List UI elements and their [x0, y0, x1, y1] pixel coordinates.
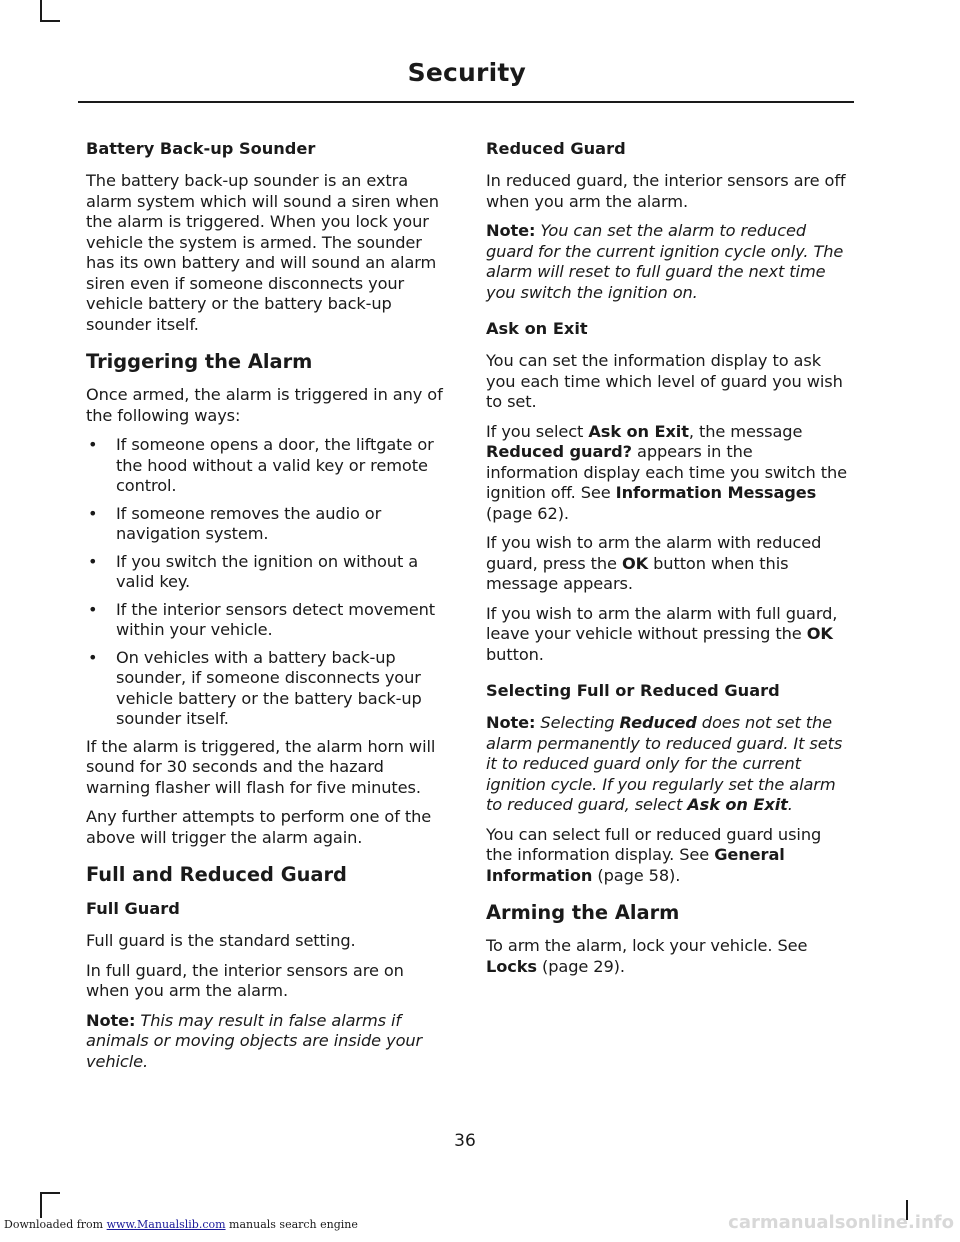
note-reduced-guard: Note: You can set the alarm to reduced guard for the current ignition cycle only. The alarm will reset to full guard the next time you switch the ignition on. — [486, 221, 844, 302]
heading-arming-the-alarm: Arming the Alarm — [486, 901, 680, 924]
note-selecting-reduced: Note: Selecting Reduced does not set the alarm permanently to reduced guard. It sets it to reduced guard only for the current ignition cycle. If you regularly set the alarm to reduced guard, select Ask on Exit. — [486, 713, 843, 814]
paragraph-alarm-triggered: If the alarm is triggered, the alarm horn will sound for 30 seconds and the hazard warning flasher will flash for five minutes. — [86, 736, 436, 797]
header-divider — [78, 101, 854, 103]
right-column — [486, 138, 849, 986]
heading-reduced-guard: Reduced Guard — [486, 139, 626, 158]
link-information-messages[interactable]: Information Messages — [615, 483, 817, 502]
bullet-icon: • — [88, 551, 98, 571]
link-general-information[interactable]: General Information — [486, 845, 785, 885]
crop-mark-top-left-h — [40, 20, 60, 22]
trigger-list — [86, 435, 449, 730]
paragraph-full-sensors: In full guard, the interior sensors are on when you arm the alarm. — [86, 960, 404, 1000]
paragraph-arming: To arm the alarm, lock your vehicle. See Locks (page 29). — [486, 936, 808, 976]
crop-mark-bottom-left-h — [40, 1192, 60, 1194]
bullet-icon: • — [88, 599, 98, 619]
paragraph-arm-full: If you wish to arm the alarm with full guard, leave your vehicle without pressing the OK button. — [486, 603, 838, 664]
page-number: 36 — [454, 1131, 476, 1151]
paragraph-ask-on-exit: You can set the information display to ask you each time which level of guard you wish to set. — [486, 351, 843, 411]
manualslib-link[interactable]: www.Manualslib.com — [106, 1218, 226, 1231]
crop-mark-top-left-v — [40, 0, 42, 22]
paragraph-further-attempts: Any further attempts to perform one of the above will trigger the alarm again. — [86, 807, 432, 847]
paragraph-backup-sounder: The battery back-up sounder is an extra alarm system which will sound a siren when the alarm is triggered. When you lock your vehicle the system is armed. The sounder has its own battery and will sound an alarm siren even if someone disconnects your vehicle battery or the battery back-up sounder itself. — [86, 171, 439, 334]
heading-full-guard: Full Guard — [86, 899, 180, 918]
heading-full-and-reduced-guard: Full and Reduced Guard — [86, 863, 347, 886]
watermark-text: carmanualsonline.info — [728, 1212, 954, 1233]
page-title: Security — [407, 58, 526, 87]
bullet-icon: • — [88, 435, 98, 454]
download-footer: Downloaded from www.Manualslib.com manuals search engine — [4, 1218, 358, 1231]
paragraph-full-standard: Full guard is the standard setting. — [86, 931, 356, 950]
list-item: • If you switch the ignition on without a valid key. — [88, 551, 419, 591]
link-locks[interactable]: Locks — [486, 956, 537, 976]
paragraph-triggering-intro: Once armed, the alarm is triggered in any of the following ways: — [86, 385, 443, 425]
paragraph-arm-reduced: If you wish to arm the alarm with reduced guard, press the OK button when this message appears. — [486, 533, 822, 593]
list-item: • If someone removes the audio or navigation system. — [88, 503, 382, 543]
heading-selecting-guard: Selecting Full or Reduced Guard — [486, 681, 780, 700]
list-item: • On vehicles with a battery back-up sounder, if someone disconnects your vehicle battery or the battery back-up sounder itself. — [88, 647, 422, 728]
note-label: Note: — [486, 713, 536, 732]
paragraph-select-via-display: You can select full or reduced guard using the information display. See General Information (page 58). — [486, 824, 822, 885]
heading-triggering-the-alarm: Triggering the Alarm — [86, 350, 313, 373]
crop-mark-bottom-left-v — [40, 1192, 42, 1218]
list-item: • If someone opens a door, the liftgate or the hood without a valid key or remote control. — [88, 435, 434, 495]
paragraph-select-ask-on-exit: If you select Ask on Exit, the message Reduced guard? appears in the information display each time you switch the ignition off. See Information Messages (page 62). — [486, 421, 847, 523]
bullet-icon: • — [88, 503, 98, 523]
note-full-guard: Note: This may result in false alarms if animals or moving objects are inside your vehicle. — [86, 1010, 423, 1071]
note-label: Note: — [486, 221, 536, 240]
left-column — [86, 138, 449, 1081]
note-label: Note: — [86, 1010, 136, 1030]
heading-battery-backup-sounder: Battery Back-up Sounder — [86, 139, 316, 158]
heading-ask-on-exit: Ask on Exit — [486, 319, 588, 338]
bullet-icon: • — [88, 647, 98, 667]
paragraph-reduced-guard: In reduced guard, the interior sensors are off when you arm the alarm. — [486, 171, 846, 211]
list-item: • If the interior sensors detect movement within your vehicle. — [88, 599, 436, 639]
